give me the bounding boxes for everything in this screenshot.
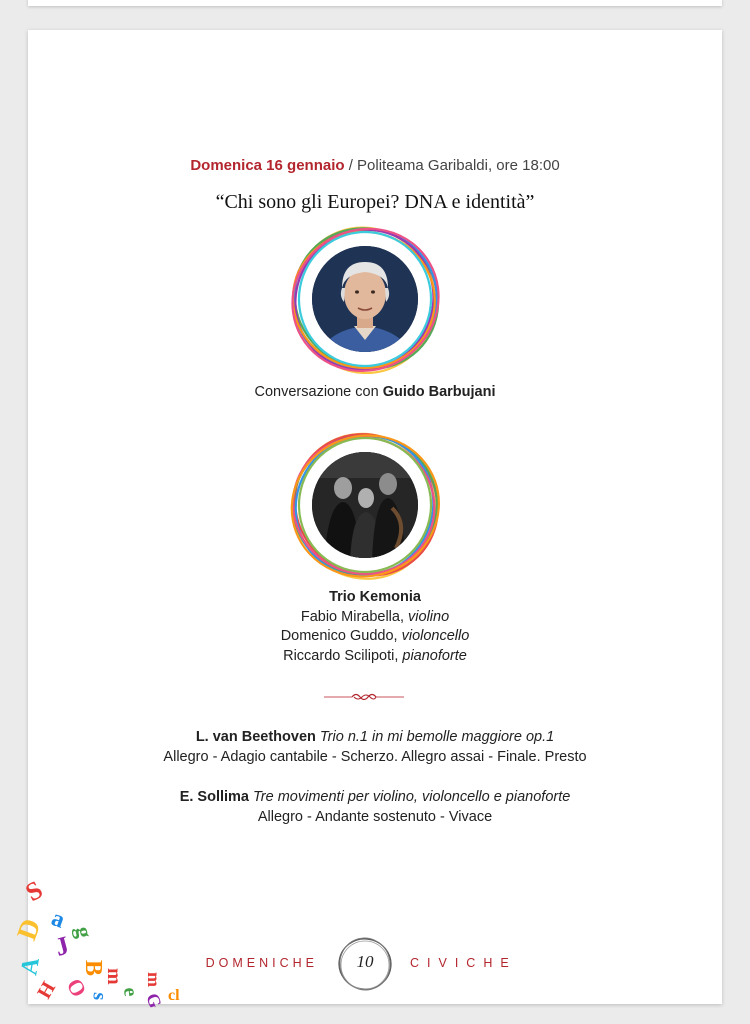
work-title: Trio n.1 in mi bemolle maggiore op.1 — [315, 729, 555, 745]
page-footer — [28, 925, 722, 995]
program-heading — [28, 788, 722, 808]
speaker-portrait — [288, 222, 442, 376]
ensemble-name: Trio Kemonia — [329, 589, 421, 605]
event-date-line — [28, 157, 722, 174]
speaker-name: Guido Barbujani — [382, 384, 496, 400]
svg-text:a: a — [47, 905, 69, 934]
conversation-caption — [28, 384, 722, 400]
ensemble-block — [28, 588, 722, 666]
member-instrument: pianoforte — [402, 647, 467, 664]
document-page — [11, 30, 722, 1011]
movements: Allegro - Adagio cantabile - Scherzo. Allegro assai - Finale. Presto — [163, 748, 587, 765]
ensemble-member — [28, 647, 722, 667]
svg-text:m: m — [144, 972, 164, 987]
page-number-badge — [336, 935, 394, 993]
member-instrument: violoncello — [401, 628, 470, 644]
svg-text:cl: cl — [168, 987, 180, 1004]
svg-text:J: J — [52, 930, 73, 962]
member-name: Fabio Mirabella, — [300, 608, 409, 625]
svg-text:G: G — [142, 990, 166, 1011]
svg-text:m: m — [103, 968, 125, 985]
event-location: / Politeama Garibaldi, ore 18:00 — [344, 157, 560, 174]
program-item — [28, 728, 722, 767]
svg-text:H: H — [33, 978, 61, 1003]
page-number: 10 — [356, 952, 374, 971]
composer: L. van Beethoven — [195, 729, 316, 745]
previous-page-edge — [28, 0, 722, 6]
svg-text:g: g — [71, 924, 98, 940]
footer-right-label: CIVICHE — [410, 956, 517, 970]
svg-text:s: s — [88, 991, 111, 1002]
ensemble-portrait — [288, 428, 442, 582]
ensemble-member — [28, 608, 722, 628]
event-title: “Chi sono gli Europei? DNA e identità” — [215, 191, 535, 213]
svg-text:B: B — [80, 960, 106, 977]
svg-text:S: S — [20, 874, 48, 908]
member-instrument: violino — [408, 608, 450, 625]
ensemble-member — [28, 627, 722, 647]
svg-text:O: O — [61, 974, 92, 1002]
svg-text:D: D — [11, 914, 48, 945]
movements: Allegro - Andante sostenuto - Vivace — [257, 808, 493, 825]
program-heading — [28, 728, 722, 748]
member-name: Domenico Guddo, — [280, 628, 402, 644]
ornament-divider — [324, 690, 404, 704]
footer-left-label: DOMENICHE — [205, 956, 318, 970]
program-item — [28, 788, 722, 827]
conversation-prefix: Conversazione con — [254, 384, 383, 400]
event-date: Domenica 16 gennaio — [190, 157, 345, 174]
composer: E. Sollima — [179, 789, 249, 805]
work-title: Tre movimenti per violino, violoncello e pianoforte — [249, 789, 571, 805]
member-name: Riccardo Scilipoti, — [283, 647, 403, 664]
svg-text:e: e — [119, 986, 142, 998]
svg-text:A: A — [16, 955, 45, 978]
